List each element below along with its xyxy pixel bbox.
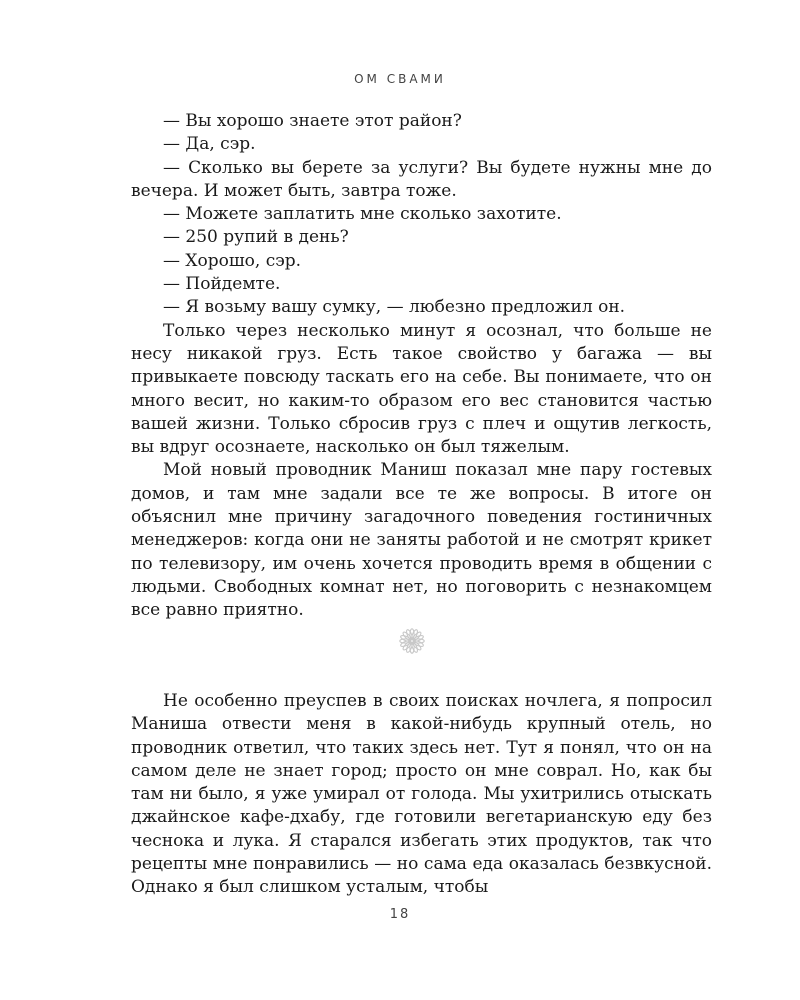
dialogue-line: — Пойдемте. (163, 274, 281, 295)
body-paragraph: Не особенно преуспев в своих поисках ночлега, я попросил Маниша отвести меня в какой-нибудь крупный отель, но проводник ответил, что таких здесь нет. Тут я понял, что он на самом деле не знает город; просто он мне соврал. Но, как бы там ни было, я уже умирал от голода. Мы ухитрились отыскать джайнское кафе-дхабу, где готовили вегетарианскую еду без чеснока и лука. Я старался избегать этих продуктов, так что рецепты мне понравились — но сама еда оказалась безвкусной. Однако я был слишком усталым, чтобы (131, 691, 712, 898)
dialogue-line: — Можете заплатить мне сколько захотите. (163, 204, 562, 225)
body-paragraph: Мой новый проводник Маниш показал мне пару гостевых домов, и там мне задали все те же вопросы. В итоге он объяснил мне причину загадочного поведения гостиничных менеджеров: когда они не заняты работой и не смотрят крикет по телевизору, им очень хочется проводить время в общении с людьми. Свободных комнат нет, но поговорить с незнакомцем все равно приятно. (131, 460, 712, 621)
flower-ornament-icon (398, 627, 426, 655)
dialogue-line: — 250 рупий в день? (163, 227, 349, 248)
text-block-bottom (131, 690, 712, 900)
body-paragraph: Только через несколько минут я осознал, что больше не несу никакой груз. Есть такое свойство у багажа — вы привыкаете повсюду таскать его на себе. Вы понимаете, что он много весит, но каким-то образом его вес становится частью вашей жизни. Только сбросив груз с плеч и ощутив легкость, вы вдруг осознаете, насколько он был тяжелым. (131, 320, 712, 458)
dialogue-line: — Я возьму вашу сумку, — любезно предложил он. (163, 297, 626, 318)
dialogue-line: — Сколько вы берете за услуги? Вы будете нужны мне до вечера. И может быть, завтра тоже. (131, 157, 712, 201)
text-block-top (131, 110, 712, 623)
dialogue-line: — Да, сэр. (163, 134, 256, 155)
dialogue-line: — Хорошо, сэр. (163, 250, 302, 271)
running-header: ОМ СВАМИ (354, 72, 446, 86)
dialogue-line: — Вы хорошо знаете этот район? (163, 111, 462, 131)
page-number: 18 (389, 907, 411, 922)
